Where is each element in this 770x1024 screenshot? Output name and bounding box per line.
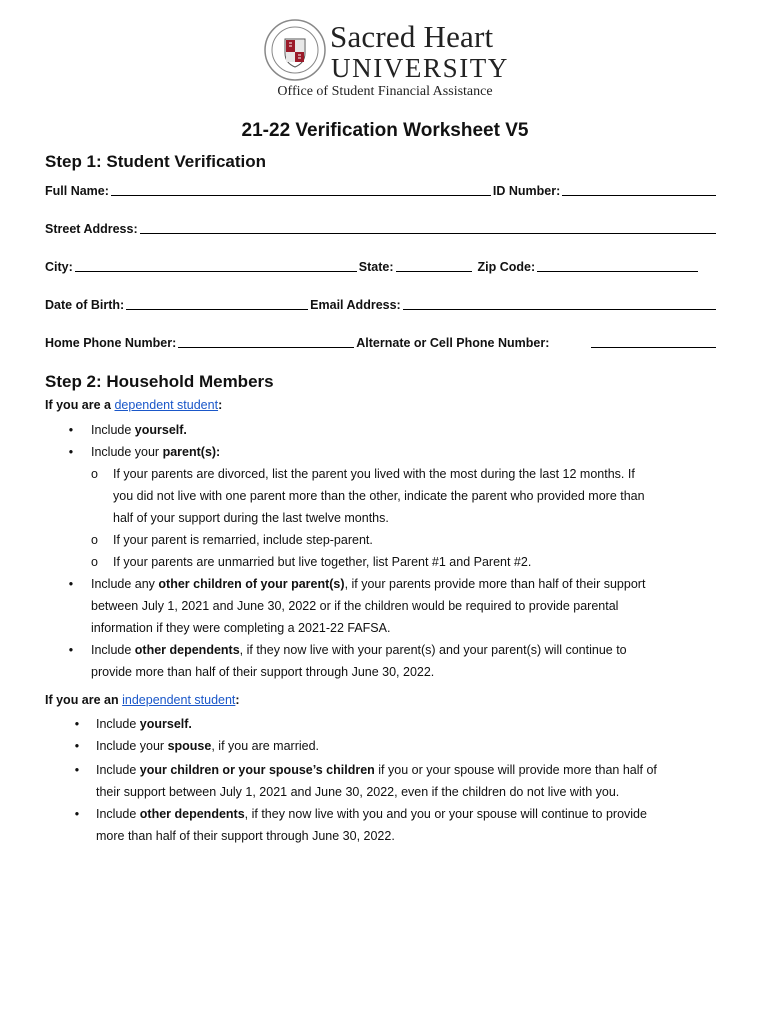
dependent-intro-suffix: :	[218, 398, 223, 412]
dep-bullet-children-1: Include any other children of your parent(s), if your parents provide more than half of their support	[91, 577, 646, 591]
dependent-intro	[45, 398, 222, 412]
dep-bullet-children-3: information if they were completing a 2021-22 FAFSA.	[91, 621, 391, 635]
ind-bullet-children-2: their support between July 1, 2021 and June 30, 2022, even if the children do not live with you.	[96, 785, 620, 799]
bullet-icon: •	[74, 739, 80, 753]
dep-sub-unmarried: If your parents are unmarried but live together, list Parent #1 and Parent #2.	[113, 555, 532, 569]
university-name: Sacred Heart	[330, 19, 494, 54]
ind-bullet-children-1: Include your children or your spouse’s children if you or your spouse will provide more than half of	[96, 763, 657, 777]
city-label: City:	[45, 260, 73, 274]
step1-heading: Step 1: Student Verification	[45, 152, 267, 171]
dep-bullet-dependents-2: provide more than half of their support through June 30, 2022.	[91, 665, 435, 679]
university-word: UNIVERSITY	[331, 53, 509, 83]
email-field[interactable]	[403, 295, 716, 310]
ind-bullet-spouse: Include your spouse, if you are married.	[96, 739, 320, 753]
sub-bullet-icon: o	[91, 467, 98, 481]
row-name-id	[45, 178, 718, 198]
id-number-field[interactable]	[562, 181, 716, 196]
home-phone-field[interactable]	[178, 333, 354, 348]
dep-bullet-children-2: between July 1, 2021 and June 30, 2022 or if the children would be required to provide parental	[91, 599, 619, 613]
dob-label: Date of Birth:	[45, 298, 125, 312]
dep-sub-remarried: If your parent is remarried, include step-parent.	[113, 533, 373, 547]
zip-code-field[interactable]	[537, 257, 698, 272]
document-title: 21-22 Verification Worksheet V5	[241, 120, 529, 141]
sub-bullet-icon: o	[91, 555, 98, 569]
home-phone-label: Home Phone Number:	[45, 336, 177, 350]
email-label: Email Address:	[310, 298, 401, 312]
dep-bullet-parents: Include your parent(s):	[91, 445, 221, 459]
ind-bullet-yourself: Include yourself.	[96, 717, 192, 731]
ind-bullet-dependents-2: more than half of their support through June 30, 2022.	[96, 829, 395, 843]
alt-phone-field[interactable]	[591, 333, 716, 348]
row-street	[45, 216, 718, 236]
bullet-icon: •	[68, 577, 74, 591]
alt-phone-label: Alternate or Cell Phone Number:	[356, 336, 550, 350]
independent-intro-prefix: If you are an	[45, 693, 123, 707]
zip-code-label: Zip Code:	[477, 260, 536, 274]
dependent-intro-prefix: If you are a	[45, 398, 115, 412]
dep-sub-divorced-3: half of your support during the last twelve months.	[113, 511, 389, 525]
dep-bullet-yourself: Include yourself.	[91, 423, 187, 437]
bullet-icon: •	[68, 445, 74, 459]
independent-student-link[interactable]: independent student	[122, 693, 236, 707]
full-name-field[interactable]	[111, 181, 491, 196]
bullet-icon: •	[74, 807, 80, 821]
state-label: State:	[358, 260, 394, 274]
full-name-label: Full Name:	[45, 184, 109, 198]
street-address-label: Street Address:	[45, 222, 138, 236]
step2-heading: Step 2: Household Members	[45, 372, 274, 391]
dependent-student-link[interactable]: dependent student	[114, 398, 219, 412]
independent-intro	[45, 693, 240, 707]
dob-field[interactable]	[126, 295, 308, 310]
office-name: Office of Student Financial Assistance	[277, 84, 493, 99]
bullet-icon: •	[68, 423, 74, 437]
ind-bullet-dependents-1: Include other dependents, if they now live with you and you or your spouse will continue to provide	[96, 807, 647, 821]
dep-sub-divorced-1: If your parents are divorced, list the parent you lived with the most during the last 12 months. If	[113, 467, 635, 481]
row-dob-email	[45, 292, 718, 312]
sub-bullet-icon: o	[91, 533, 98, 547]
bullet-icon: •	[74, 717, 80, 731]
bullet-icon: •	[68, 643, 74, 657]
dep-bullet-dependents-1: Include other dependents, if they now live with your parent(s) and your parent(s) will continue to	[91, 643, 627, 657]
state-field[interactable]	[396, 257, 472, 272]
id-number-label: ID Number:	[492, 184, 561, 198]
row-phones	[45, 330, 718, 350]
row-city-state-zip	[45, 254, 700, 274]
dep-sub-divorced-2: you did not live with one parent more than the other, indicate the parent who provided more than	[113, 489, 645, 503]
street-address-field[interactable]	[140, 219, 716, 234]
independent-intro-suffix: :	[235, 693, 240, 707]
university-seal-logo	[264, 19, 326, 81]
bullet-icon: •	[74, 763, 80, 777]
city-field[interactable]	[75, 257, 357, 272]
